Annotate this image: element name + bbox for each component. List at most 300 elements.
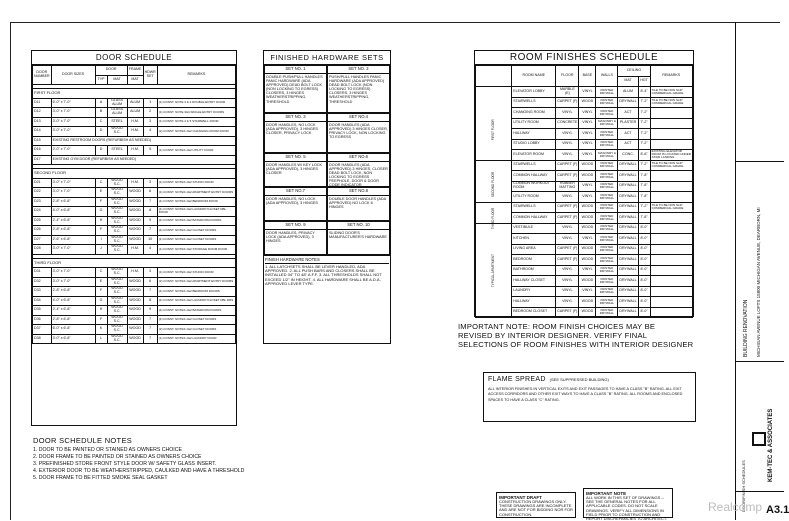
door-number: D26 — [33, 226, 52, 236]
frame-material: H.M. — [127, 146, 143, 156]
door-floor-label — [33, 89, 236, 99]
frame-material: WOOD — [127, 226, 143, 236]
hardware-set-cell — [327, 187, 390, 221]
hardware-set: 6 — [143, 277, 157, 287]
wall-finish: PAINTED DRYWALL — [596, 181, 618, 192]
door-remarks: (1) CONST. NOTE 4 & 5 STAIRWELL DOOR — [157, 117, 235, 127]
ceiling-material: DRYWALL — [618, 297, 638, 308]
fin-header-room: ROOM NAME — [512, 66, 556, 87]
table-row — [33, 136, 236, 146]
door-number: D31 — [33, 268, 52, 278]
door-remarks: (1) CONST. NOTE 3&4 SINGLE ENTRY DOORS — [157, 108, 235, 118]
hardware-set-cell — [264, 113, 327, 153]
table-row — [33, 296, 236, 306]
floor-finish: VINYL — [556, 150, 579, 161]
ceiling-material: DRYWALL — [618, 213, 638, 224]
finish-group-label — [476, 87, 512, 161]
door-size: 2'-6" x 6'-8" — [51, 235, 95, 245]
door-material: WOOD S.C. — [107, 127, 127, 137]
door-number: D12 — [33, 108, 52, 118]
col-header-frame: FRAME — [127, 66, 143, 76]
door-material: WOOD S.C. — [107, 226, 127, 236]
door-size: 4'-0" x 6'-8" — [51, 296, 95, 306]
draft-note-title: IMPORTANT DRAFT — [499, 495, 542, 500]
ceiling-material: ALUM — [618, 87, 638, 98]
finish-remarks — [650, 171, 692, 182]
door-floor-label — [33, 258, 236, 268]
table-row — [33, 127, 236, 137]
door-size: 4'-0" x 6'-8" — [51, 207, 95, 217]
wall-finish: PAINTED DRYWALL — [596, 108, 618, 119]
floor-finish: VINYL — [556, 192, 579, 203]
room-name: HALLWAY — [512, 129, 556, 140]
frame-material: ALUM — [127, 108, 143, 118]
ceiling-height: 7'-8" — [638, 171, 650, 182]
frame-material: H.M. — [127, 245, 143, 255]
floor-finish: VINYL — [556, 108, 579, 119]
door-type: C — [95, 178, 107, 188]
door-size: 2'-8" x 6'-8" — [51, 287, 95, 297]
door-existing-note: EXISTING GYM DOOR (REFURBISH AS NEEDED) — [51, 155, 235, 165]
base-finish: WOOD — [579, 213, 596, 224]
finish-group-label — [476, 223, 512, 318]
hardware-set: 3 — [143, 117, 157, 127]
floor-finish: CARPET (F) — [556, 171, 579, 182]
ceiling-material: DRYWALL — [618, 181, 638, 192]
door-size: 2'-8" x 6'-8" — [51, 197, 95, 207]
finish-remarks: TILE TO BE NON SLIP COMMERCIAL GRADE — [650, 160, 692, 171]
ceiling-material: ACT — [618, 108, 638, 119]
door-remarks: (4) CONST. NOTES 1&2 BEDROOM DOOR — [157, 197, 235, 207]
fin-header-ceiling: CEILING — [618, 66, 650, 77]
frame-material: WOOD — [127, 306, 143, 316]
hardware-set-text: DOUBLE PUSH/PULL HANDLES PANIC HARDWARE (ADA APPROVED) DEAD BOLT LOCK (NON LOCKING TO EGRESS) CLOSERS, 3 HINGES WEATHERSTRIPPING, THRESHOLD — [266, 74, 323, 104]
ceiling-height: 7'-2" — [638, 202, 650, 213]
fin-header-walls: WALLS — [596, 66, 618, 87]
ceiling-height: 7'-8" — [638, 192, 650, 203]
floor-finish: VINYL — [556, 129, 579, 140]
wall-finish: PAINTED DRYWALL — [596, 97, 618, 108]
door-number: D14 — [33, 127, 52, 137]
ceiling-material: DRYWALL — [618, 97, 638, 108]
sheet-number: A3.1 — [766, 504, 789, 516]
room-name: HALLWAY — [512, 297, 556, 308]
frame-material: H.M. — [127, 117, 143, 127]
door-material: WOOD S.C. — [107, 296, 127, 306]
room-name: STAIRWELLS — [512, 160, 556, 171]
frame-material: WOOD — [127, 334, 143, 344]
wall-finish: PAINTED DRYWALL — [596, 307, 618, 318]
hardware-set: 7 — [143, 287, 157, 297]
hardware-set: 7 — [143, 315, 157, 325]
hardware-set-label: SET NO. 1 — [265, 66, 326, 74]
finish-remarks: TILE TO BE NON SLIP COMMERCIAL GRADE — [650, 202, 692, 213]
hardware-set-cell — [264, 187, 327, 221]
door-material: WOOD S.C. — [107, 287, 127, 297]
draft-note-text: CONSTRUCTION DRAWINGS ONLY. THESE DRAWINGS ARE INCOMPLETE AND ARE NOT FOR BIDDING NOR FOR CONSTRUCTION. — [499, 499, 573, 517]
hardware-set: 7 — [143, 226, 157, 236]
col-header-mat: MAT — [107, 75, 127, 85]
door-remarks: (4) CONST. NOTES 1&2 CLOSET DOORS — [157, 315, 235, 325]
door-type: H — [95, 306, 107, 316]
table-row — [33, 287, 236, 297]
ceiling-material: DRYWALL — [618, 192, 638, 203]
door-number: D37 — [33, 325, 52, 335]
floor-finish: CARPET (F) — [556, 202, 579, 213]
wall-finish: PAINTED DRYWALL — [596, 265, 618, 276]
door-remarks: (2) CONST. NOTES 1&2 CHANGING ROOM DOOR — [157, 127, 235, 137]
wall-finish: PAINTED DRYWALL — [596, 244, 618, 255]
room-name: COMMON HALLWAY — [512, 213, 556, 224]
frame-material: WOOD — [127, 197, 143, 207]
ceiling-material: ACT — [618, 129, 638, 140]
fin-header-remarks: REMARKS — [650, 66, 692, 87]
ceiling-height: 8'-0" — [638, 234, 650, 245]
wall-finish: PAINTED DRYWALL — [596, 192, 618, 203]
table-row — [33, 216, 236, 226]
frame-material: WOOD — [127, 277, 143, 287]
sheet-title: DOOR/FINISH SCHEDULES — [741, 460, 746, 512]
door-type: L — [95, 334, 107, 344]
room-name: STAIRWELLS — [512, 97, 556, 108]
hardware-set: 4 — [143, 127, 157, 137]
wall-finish: PAINTED DRYWALL — [596, 223, 618, 234]
hardware-set: 1 — [143, 98, 157, 108]
firm-logo-icon — [752, 432, 766, 446]
col-header-remarks: REMARKS — [157, 66, 235, 85]
hardware-grid — [264, 65, 390, 255]
door-number: D11 — [33, 98, 52, 108]
door-material: WOOD S.C. — [107, 178, 127, 188]
hardware-set-text: DOOR HANDLES W/ KEY LOCK (ADA APPROVED), 3 HINGES CLOSER — [266, 162, 323, 175]
door-type: E — [95, 277, 107, 287]
table-row — [33, 155, 236, 165]
wall-finish: PAINTED DRYWALL — [596, 213, 618, 224]
floor-finish: VINYL — [556, 223, 579, 234]
base-finish: VINYL — [579, 234, 596, 245]
hardware-set-label: SET NO.6 — [328, 154, 389, 162]
door-material: WOOD S.C. — [107, 197, 127, 207]
door-size: 2'-0" x 7'-0" — [51, 146, 95, 156]
hardware-set: 7 — [143, 325, 157, 335]
door-note-item: 4. EXTERIOR DOOR TO BE WEATHERSTRIPPED, CAULKED AND HAVE A THRESHOLD — [33, 468, 245, 474]
room-name: ELEVATOR ROOM — [512, 150, 556, 161]
door-number: D15 — [33, 136, 52, 146]
finish-remarks — [650, 265, 692, 276]
door-size: 3'-0" x 7'-0" — [51, 188, 95, 198]
hardware-set-cell — [264, 65, 327, 113]
door-material: STEEL — [107, 117, 127, 127]
finish-group-label-text: THIRD FLOOR — [490, 207, 495, 230]
wall-finish: PAINTED DRYWALL — [596, 87, 618, 98]
door-type: G — [95, 207, 107, 217]
wall-finish: PAINTED DRYWALL — [596, 202, 618, 213]
door-size: 2'-4" x 6'-8" — [51, 306, 95, 316]
door-size: 3'-0" x 6'-8" — [51, 334, 95, 344]
floor-finish: VINYL — [556, 297, 579, 308]
ceiling-height: 7'-8" — [638, 181, 650, 192]
door-number: D27 — [33, 235, 52, 245]
title-block-project — [736, 162, 784, 362]
hardware-sets — [263, 50, 391, 344]
ceiling-material: DRYWALL — [618, 171, 638, 182]
frame-material: WOOD — [127, 235, 143, 245]
door-number: D16 — [33, 146, 52, 156]
title-block — [735, 22, 789, 520]
finish-group-label-text: TYPICAL APARTMENT — [490, 253, 495, 287]
door-remarks: (1) CONST. NOTE 3 & 4 DOUBLE ENTRY DOOR — [157, 98, 235, 108]
table-row — [476, 223, 693, 234]
finish-remarks — [650, 181, 692, 192]
fin-header-base: BASE — [579, 66, 596, 87]
base-finish: VINYL — [579, 265, 596, 276]
floor-label: THIRD FLOOR — [33, 258, 236, 268]
hardware-set: 6 — [143, 188, 157, 198]
hardware-set: 8 — [143, 207, 157, 217]
ceiling-height: 8'-0" — [638, 297, 650, 308]
door-remarks: (4) CONST. NOTES 1&2 BATHROOM DOORS — [157, 216, 235, 226]
door-notes-list — [33, 447, 293, 482]
wall-finish: MASONRY & DRYWALL — [596, 150, 618, 161]
door-number: D21 — [33, 178, 52, 188]
door-type: D — [95, 146, 107, 156]
door-schedule — [31, 50, 237, 426]
room-name: LIVING AREA — [512, 244, 556, 255]
door-size: 2'-8" x 6'-8" — [51, 315, 95, 325]
hardware-notes-title: FINISH HARDWARE NOTES — [265, 257, 389, 264]
base-finish: WOOD — [579, 276, 596, 287]
room-finishes — [474, 50, 694, 317]
title-block-stamp-area — [736, 22, 784, 162]
ceiling-height: 7'-2" — [638, 118, 650, 129]
finish-remarks — [650, 276, 692, 287]
frame-material: WOOD — [127, 188, 143, 198]
base-finish: WOOD — [579, 202, 596, 213]
door-remarks: (4) CONST. NOTES 1&2 LAUNDRY/CLOSET DBL DRS — [157, 296, 235, 306]
door-size: 2'-4" x 6'-8" — [51, 216, 95, 226]
hardware-set: 2 — [143, 108, 157, 118]
finish-remarks — [650, 192, 692, 203]
door-number: D35 — [33, 306, 52, 316]
fin-header-hgt: HGT — [638, 76, 650, 87]
floor-finish: CARPET (F) — [556, 307, 579, 318]
wall-finish: PAINTED DRYWALL — [596, 129, 618, 140]
floor-finish: CARPET (F) — [556, 244, 579, 255]
door-remarks: (1) CONST. NOTES 1&2 STORAGE ROOM DOOR — [157, 245, 235, 255]
table-row — [33, 98, 236, 108]
floor-finish: VINYL — [556, 286, 579, 297]
base-finish: VINYL — [579, 150, 596, 161]
base-finish: WOOD — [579, 255, 596, 266]
flame-spread-box — [483, 372, 696, 422]
door-schedule-title: DOOR SCHEDULE — [32, 51, 236, 65]
door-remarks: (1) CONST. NOTES 1&2 STUDIO DOOR — [157, 178, 235, 188]
frame-material: WOOD — [127, 315, 143, 325]
ceiling-material: DRYWALL — [618, 286, 638, 297]
project-name: BUILDING RENOVATION — [743, 299, 749, 357]
ceiling-material: DRYWALL — [618, 255, 638, 266]
base-finish: VINYL — [579, 192, 596, 203]
watermark: Realcomp — [708, 500, 763, 514]
door-number: D13 — [33, 117, 52, 127]
ceiling-height: 7'-2" — [638, 108, 650, 119]
finish-group-label-text: FIRST FLOOR — [490, 118, 495, 140]
door-material: WOOD S.C. — [107, 188, 127, 198]
finish-group-label — [476, 202, 512, 230]
floor-finish: CARPET (F) — [556, 97, 579, 108]
flame-spread-subtitle: (SEE SUPPRESSED BUILDING) — [549, 377, 609, 382]
table-row — [33, 315, 236, 325]
door-material: WOOD S.C. — [107, 306, 127, 316]
room-name: CHANGING ROOM — [512, 108, 556, 119]
door-number: D28 — [33, 245, 52, 255]
room-name: BATHROOM — [512, 265, 556, 276]
door-remarks: (4) CONST. NOTES 1&2 BATHROOM DOORS — [157, 306, 235, 316]
base-finish: WOOD — [579, 244, 596, 255]
table-row — [33, 306, 236, 316]
door-size: 3'-0" x 7'-0" — [51, 268, 95, 278]
finish-remarks: EXISTING ELEVATOR ROOM IS LOCATED UNDER STAIR LANDING — [651, 149, 691, 160]
finish-remarks — [650, 139, 692, 150]
hardware-set-label: SET NO. 10 — [328, 222, 389, 230]
ceiling-material: DRYWALL — [618, 223, 638, 234]
hardware-set-text: DOOR HANDLES, NO LOCK (ADA APPROVED), 3 HINGES — [266, 196, 318, 205]
hardware-set-text: DOOR HANDLES, PRIVACY LOCK (ADA APPROVED), 3 HINGES — [266, 230, 315, 243]
col-header-number: DOOR NUMBER — [33, 66, 52, 85]
base-finish: WOOD — [579, 160, 596, 171]
table-row — [33, 108, 236, 118]
door-schedule-table — [32, 65, 236, 344]
floor-label: FIRST FLOOR — [33, 89, 236, 99]
room-name: UTILITY ROOM — [512, 192, 556, 203]
door-type: H — [95, 216, 107, 226]
wall-finish: PAINTED DRYWALL — [596, 160, 618, 171]
door-remarks: (1) CONST. NOTES 1&2 CLOSET DOORS — [157, 235, 235, 245]
base-finish: WOOD — [579, 97, 596, 108]
base-finish: VINYL — [579, 129, 596, 140]
col-header-sizes: DOOR SIZES — [51, 66, 95, 85]
hardware-set: 9 — [143, 216, 157, 226]
frame-material: WOOD — [127, 216, 143, 226]
room-name: COMMON WORKOUT ROOM — [512, 181, 556, 192]
door-note-item: 1. DOOR TO BE PAINTED OR STAINED AS OWNERS CHOICE — [33, 447, 182, 453]
finish-remarks — [650, 307, 692, 318]
fin-header-floor: FLOOR — [556, 66, 579, 87]
door-type: I — [95, 235, 107, 245]
hardware-set-label: SET NO. 9 — [265, 222, 326, 230]
ceiling-height: 8'-0" — [638, 265, 650, 276]
door-remarks: (1) CONST. NOTES 1&2 APARTMENT ENTRY DOORS — [157, 188, 235, 198]
hardware-set-cell — [327, 113, 390, 153]
floor-label: SECOND FLOOR — [33, 169, 236, 179]
room-name: LAUNDRY — [512, 286, 556, 297]
wall-finish: PAINTED DRYWALL — [596, 276, 618, 287]
room-name: KITCHEN — [512, 234, 556, 245]
ceiling-material: CONC. — [618, 150, 638, 161]
important-note-line-1: IMPORTANT NOTE: ROOM FINISH CHOICES MAY BE — [458, 322, 656, 331]
ceiling-height: 7'-2" — [638, 129, 650, 140]
draft-note-box — [496, 492, 576, 518]
ceiling-material: DRYWALL — [618, 202, 638, 213]
door-size: 6'-0" x 7'-0" — [51, 98, 95, 108]
door-material: WOOD S.C. — [107, 315, 127, 325]
room-name: STUDIO LOBBY — [512, 139, 556, 150]
hardware-notes — [264, 255, 390, 287]
base-finish: VINYL — [579, 286, 596, 297]
ceiling-height: 8'-0" — [638, 223, 650, 234]
door-number: D38 — [33, 334, 52, 344]
door-type: A — [95, 98, 107, 108]
door-note-item: 2. DOOR FRAME TO BE PAINTED OR STAINED AS OWNERS CHOICE — [33, 454, 202, 460]
wall-finish: PAINTED DRYWALL — [596, 297, 618, 308]
door-remarks: (2) CONST. NOTES 1&2 CLOSET DOORS — [157, 325, 235, 335]
table-row — [33, 146, 236, 156]
door-size: 3'-0" x 7'-0" — [51, 245, 95, 255]
frame-material: ALUM — [127, 98, 143, 108]
table-row — [33, 178, 236, 188]
hardware-set: 10 — [143, 235, 157, 245]
hardware-set-cell — [327, 221, 390, 255]
hardware-set: 9 — [143, 306, 157, 316]
floor-finish: CONCRETE — [556, 118, 579, 129]
door-material: WOOD S.C. — [107, 277, 127, 287]
wall-finish: PAINTED DRYWALL — [596, 286, 618, 297]
hardware-set-text: DOOR HANDLES (ADA APPROVED) 3 HINGES CLOSER, PRIVACY LOCK, NON LOCKING TO EGRESS — [329, 122, 388, 140]
important-note2-text: ALL WORK IN THIS SET OF DRAWINGS -- SEE THE GENERAL NOTES FOR ALL APPLICABLE CODES. DO NOT SCALE DRAWINGS. VERIFY ALL DIMENSIONS IN FIELD PRIOR TO CONSTRUCTION AND REPORT DISCREPANCIES TO ARCHITECT. — [586, 495, 667, 521]
door-type: F — [95, 197, 107, 207]
ceiling-height: 8'-0" — [638, 286, 650, 297]
frame-material: H.M. — [127, 127, 143, 137]
door-size: 3'-0" x 7'-0" — [51, 127, 95, 137]
door-schedule-notes — [33, 436, 293, 482]
door-remarks: (1) CONST. NOTES 1&2 UTILITY DOOR — [157, 146, 235, 156]
hardware-set-cell — [264, 153, 327, 187]
table-row — [476, 160, 693, 171]
room-name: STAIRWELLS — [512, 202, 556, 213]
ceiling-material: DRYWALL — [618, 234, 638, 245]
door-material: WOOD S.C. — [107, 216, 127, 226]
hardware-set-cell — [327, 65, 390, 113]
door-type: J — [95, 245, 107, 255]
door-remarks: (4) CONST. NOTES 1&2 LAUNDRY/CLOSET DBL DOOR — [157, 207, 235, 217]
wall-finish: MASONRY & DRYWALL — [596, 118, 618, 129]
door-material: WOOD S.C. — [107, 245, 127, 255]
floor-finish: CARPET (F) — [556, 255, 579, 266]
door-floor-label — [33, 169, 236, 179]
door-material: WOOD S.C. — [107, 235, 127, 245]
hardware-set: 7 — [143, 197, 157, 207]
door-type: G — [95, 296, 107, 306]
hardware-set: 8 — [143, 296, 157, 306]
door-remarks: (2) CONST. NOTES 1&2 APARTMENT ENTRY DOORS — [157, 277, 235, 287]
door-type: K — [95, 325, 107, 335]
room-name: BEDROOM — [512, 255, 556, 266]
ceiling-material: DRYWALL — [618, 160, 638, 171]
table-row — [33, 188, 236, 198]
flame-spread-title: FLAME SPREAD — [488, 376, 546, 383]
base-finish: WOOD — [579, 297, 596, 308]
ceiling-height: 7'-8" — [638, 213, 650, 224]
base-finish: VINYL — [579, 118, 596, 129]
base-finish: VINYL — [579, 108, 596, 119]
table-row — [33, 334, 236, 344]
frame-material: WOOD — [127, 287, 143, 297]
project-address: MICHIGAN AVENUE LOFTS 15800 MICHIGAN AVENUE, DEARBORN, MI — [756, 207, 761, 357]
base-finish: VINYL — [579, 181, 596, 192]
room-name: BEDROOM CLOSET — [512, 307, 556, 318]
hardware-set-label: SET NO.8 — [328, 188, 389, 196]
ceiling-height: 7'-2" — [638, 139, 650, 150]
